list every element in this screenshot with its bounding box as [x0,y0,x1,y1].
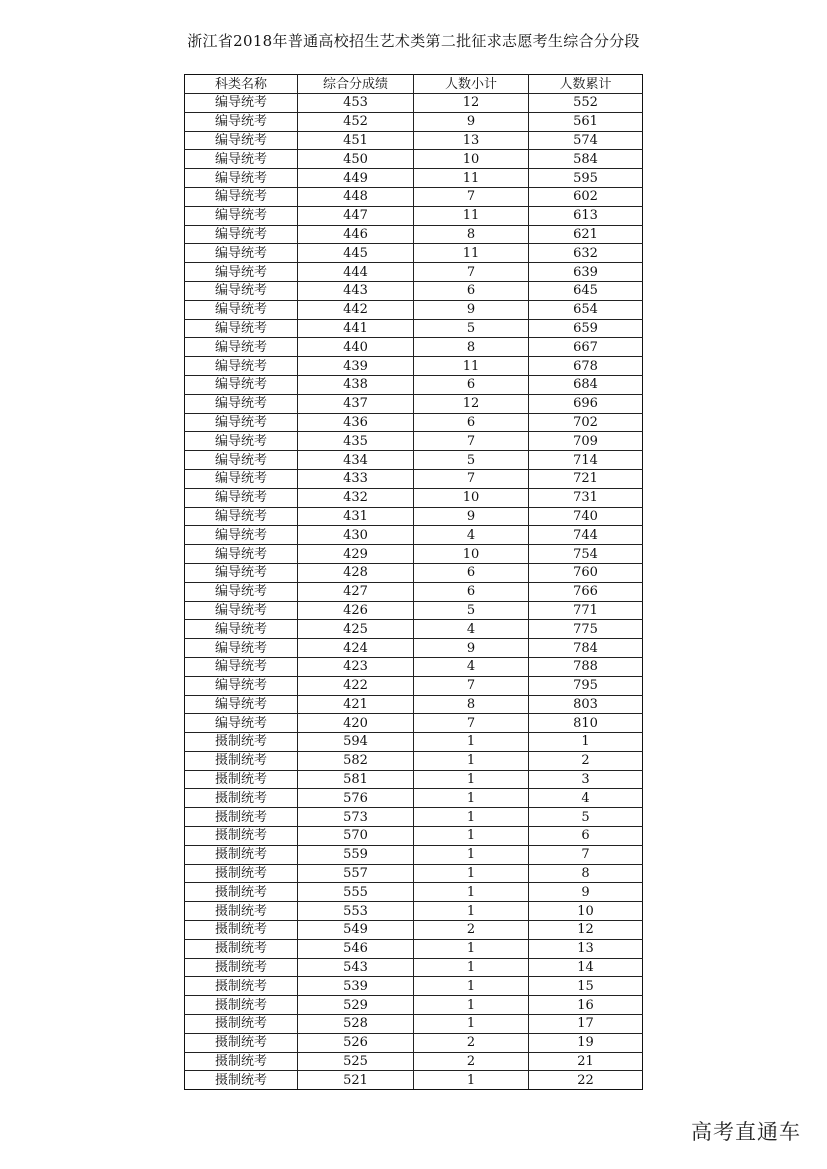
cell-count: 13 [414,131,529,150]
cell-count: 2 [414,921,529,940]
cell-cumulative: 7 [529,845,643,864]
cell-cumulative: 14 [529,958,643,977]
cell-cumulative: 795 [529,676,643,695]
cell-count: 11 [414,357,529,376]
cell-score: 555 [298,883,414,902]
cell-count: 1 [414,1015,529,1034]
cell-score: 594 [298,733,414,752]
cell-cumulative: 621 [529,225,643,244]
cell-count: 7 [414,187,529,206]
cell-cumulative: 766 [529,582,643,601]
cell-score: 429 [298,545,414,564]
table-row [185,601,643,620]
cell-category: 编导统考 [185,639,298,658]
cell-cumulative: 654 [529,300,643,319]
table-row [185,131,643,150]
cell-cumulative: 744 [529,526,643,545]
table-row [185,827,643,846]
cell-cumulative: 702 [529,413,643,432]
cell-count: 10 [414,545,529,564]
cell-category: 编导统考 [185,676,298,695]
header-score: 综合分成绩 [298,75,414,94]
cell-category: 编导统考 [185,413,298,432]
table-row [185,676,643,695]
cell-score: 436 [298,413,414,432]
cell-category: 编导统考 [185,526,298,545]
table-row [185,375,643,394]
cell-score: 423 [298,657,414,676]
cell-score: 432 [298,488,414,507]
cell-count: 1 [414,902,529,921]
cell-cumulative: 684 [529,375,643,394]
cell-cumulative: 645 [529,281,643,300]
table-row [185,902,643,921]
cell-score: 526 [298,1033,414,1052]
cell-category: 摄制统考 [185,864,298,883]
cell-category: 摄制统考 [185,770,298,789]
cell-cumulative: 22 [529,1071,643,1090]
table-row [185,1033,643,1052]
cell-cumulative: 803 [529,695,643,714]
table-row [185,563,643,582]
table-row [185,545,643,564]
cell-score: 451 [298,131,414,150]
cell-score: 443 [298,281,414,300]
cell-score: 528 [298,1015,414,1034]
cell-count: 1 [414,1071,529,1090]
cell-count: 7 [414,676,529,695]
cell-score: 521 [298,1071,414,1090]
cell-score: 543 [298,958,414,977]
table-row [185,281,643,300]
cell-count: 1 [414,845,529,864]
cell-cumulative: 13 [529,939,643,958]
cell-category: 编导统考 [185,563,298,582]
cell-count: 6 [414,582,529,601]
cell-count: 1 [414,864,529,883]
cell-score: 525 [298,1052,414,1071]
cell-cumulative: 1 [529,733,643,752]
cell-cumulative: 721 [529,469,643,488]
cell-category: 编导统考 [185,714,298,733]
cell-score: 433 [298,469,414,488]
cell-score: 453 [298,94,414,113]
header-cumulative: 人数累计 [529,75,643,94]
cell-cumulative: 574 [529,131,643,150]
table-row [185,94,643,113]
table-row [185,469,643,488]
cell-score: 437 [298,394,414,413]
header-count: 人数小计 [414,75,529,94]
cell-count: 6 [414,413,529,432]
cell-category: 编导统考 [185,582,298,601]
cell-category: 摄制统考 [185,733,298,752]
cell-score: 546 [298,939,414,958]
cell-score: 441 [298,319,414,338]
cell-category: 摄制统考 [185,751,298,770]
cell-cumulative: 4 [529,789,643,808]
header-category: 科类名称 [185,75,298,94]
cell-category: 编导统考 [185,169,298,188]
cell-cumulative: 6 [529,827,643,846]
cell-category: 编导统考 [185,206,298,225]
cell-category: 编导统考 [185,657,298,676]
table-row [185,187,643,206]
watermark-text: 高考直通车 [691,1120,801,1144]
cell-category: 编导统考 [185,432,298,451]
cell-category: 编导统考 [185,394,298,413]
cell-cumulative: 9 [529,883,643,902]
cell-category: 摄制统考 [185,1052,298,1071]
table-row [185,1071,643,1090]
cell-cumulative: 8 [529,864,643,883]
cell-score: 448 [298,187,414,206]
cell-score: 427 [298,582,414,601]
table-row [185,958,643,977]
cell-count: 6 [414,563,529,582]
cell-cumulative: 15 [529,977,643,996]
cell-score: 570 [298,827,414,846]
cell-cumulative: 784 [529,639,643,658]
table-row [185,582,643,601]
cell-score: 450 [298,150,414,169]
cell-count: 5 [414,601,529,620]
cell-category: 编导统考 [185,601,298,620]
cell-category: 编导统考 [185,451,298,470]
table-row [185,1052,643,1071]
table-row [185,620,643,639]
cell-count: 11 [414,244,529,263]
cell-category: 摄制统考 [185,808,298,827]
cell-count: 8 [414,695,529,714]
cell-count: 2 [414,1052,529,1071]
cell-count: 1 [414,751,529,770]
table-row [185,507,643,526]
cell-count: 1 [414,958,529,977]
cell-count: 1 [414,996,529,1015]
cell-score: 421 [298,695,414,714]
table-row [185,714,643,733]
cell-cumulative: 3 [529,770,643,789]
table-row [185,338,643,357]
cell-count: 4 [414,526,529,545]
cell-category: 编导统考 [185,488,298,507]
table-row [185,1015,643,1034]
cell-score: 581 [298,770,414,789]
table-row [185,225,643,244]
cell-score: 424 [298,639,414,658]
cell-category: 编导统考 [185,507,298,526]
cell-cumulative: 5 [529,808,643,827]
table-row [185,996,643,1015]
cell-score: 425 [298,620,414,639]
cell-score: 435 [298,432,414,451]
cell-cumulative: 740 [529,507,643,526]
cell-score: 582 [298,751,414,770]
cell-category: 编导统考 [185,375,298,394]
cell-score: 539 [298,977,414,996]
table-row [185,432,643,451]
cell-cumulative: 760 [529,563,643,582]
cell-cumulative: 595 [529,169,643,188]
cell-cumulative: 632 [529,244,643,263]
cell-score: 422 [298,676,414,695]
cell-count: 1 [414,939,529,958]
cell-cumulative: 678 [529,357,643,376]
cell-count: 1 [414,770,529,789]
table-row [185,883,643,902]
cell-cumulative: 17 [529,1015,643,1034]
cell-category: 编导统考 [185,244,298,263]
cell-category: 编导统考 [185,545,298,564]
cell-count: 5 [414,319,529,338]
cell-cumulative: 714 [529,451,643,470]
cell-count: 2 [414,1033,529,1052]
cell-cumulative: 552 [529,94,643,113]
cell-category: 摄制统考 [185,1033,298,1052]
cell-score: 431 [298,507,414,526]
table-row [185,939,643,958]
cell-score: 444 [298,263,414,282]
table-row [185,357,643,376]
table-row [185,864,643,883]
page-title: 浙江省2018年普通高校招生艺术类第二批征求志愿考生综合分分段 [187,32,640,50]
cell-cumulative: 810 [529,714,643,733]
table-header-row [185,75,643,94]
table-row [185,770,643,789]
table-row [185,657,643,676]
cell-score: 438 [298,375,414,394]
table-row [185,733,643,752]
cell-count: 12 [414,394,529,413]
cell-category: 编导统考 [185,94,298,113]
table-row [185,206,643,225]
cell-score: 439 [298,357,414,376]
cell-count: 7 [414,432,529,451]
cell-score: 529 [298,996,414,1015]
cell-count: 6 [414,375,529,394]
cell-count: 9 [414,639,529,658]
cell-score: 576 [298,789,414,808]
cell-category: 编导统考 [185,695,298,714]
cell-category: 摄制统考 [185,827,298,846]
cell-score: 426 [298,601,414,620]
cell-category: 摄制统考 [185,921,298,940]
cell-score: 553 [298,902,414,921]
cell-category: 编导统考 [185,281,298,300]
cell-category: 摄制统考 [185,958,298,977]
cell-cumulative: 21 [529,1052,643,1071]
cell-count: 8 [414,225,529,244]
cell-cumulative: 696 [529,394,643,413]
cell-category: 编导统考 [185,131,298,150]
cell-count: 9 [414,507,529,526]
cell-cumulative: 754 [529,545,643,564]
cell-category: 编导统考 [185,620,298,639]
cell-cumulative: 561 [529,112,643,131]
cell-score: 420 [298,714,414,733]
cell-score: 428 [298,563,414,582]
cell-cumulative: 19 [529,1033,643,1052]
cell-category: 编导统考 [185,150,298,169]
table-row [185,639,643,658]
cell-category: 摄制统考 [185,996,298,1015]
cell-category: 编导统考 [185,338,298,357]
cell-count: 7 [414,714,529,733]
cell-score: 442 [298,300,414,319]
cell-score: 557 [298,864,414,883]
cell-count: 1 [414,883,529,902]
cell-category: 摄制统考 [185,1071,298,1090]
cell-count: 7 [414,469,529,488]
cell-score: 549 [298,921,414,940]
cell-count: 4 [414,620,529,639]
cell-cumulative: 12 [529,921,643,940]
table-row [185,413,643,432]
cell-score: 452 [298,112,414,131]
cell-category: 编导统考 [185,112,298,131]
cell-count: 11 [414,206,529,225]
cell-category: 编导统考 [185,263,298,282]
cell-cumulative: 667 [529,338,643,357]
cell-cumulative: 2 [529,751,643,770]
cell-count: 1 [414,977,529,996]
cell-count: 1 [414,827,529,846]
table-row [185,789,643,808]
table-body [185,94,643,1090]
score-distribution-table [184,74,643,1090]
table-row [185,451,643,470]
cell-score: 440 [298,338,414,357]
cell-category: 摄制统考 [185,977,298,996]
cell-score: 559 [298,845,414,864]
cell-category: 编导统考 [185,469,298,488]
cell-cumulative: 602 [529,187,643,206]
cell-count: 1 [414,789,529,808]
table-row [185,263,643,282]
table-row [185,808,643,827]
cell-count: 7 [414,263,529,282]
cell-category: 编导统考 [185,187,298,206]
cell-category: 摄制统考 [185,902,298,921]
cell-category: 编导统考 [185,300,298,319]
cell-score: 434 [298,451,414,470]
table-row [185,169,643,188]
cell-category: 编导统考 [185,357,298,376]
cell-cumulative: 709 [529,432,643,451]
cell-count: 5 [414,451,529,470]
cell-category: 摄制统考 [185,883,298,902]
cell-count: 9 [414,300,529,319]
table-row [185,394,643,413]
cell-score: 446 [298,225,414,244]
cell-count: 1 [414,808,529,827]
table-row [185,845,643,864]
cell-cumulative: 731 [529,488,643,507]
table-row [185,751,643,770]
table-row [185,526,643,545]
cell-count: 6 [414,281,529,300]
cell-score: 573 [298,808,414,827]
cell-cumulative: 613 [529,206,643,225]
table-row [185,319,643,338]
cell-cumulative: 584 [529,150,643,169]
cell-cumulative: 639 [529,263,643,282]
cell-category: 摄制统考 [185,939,298,958]
cell-cumulative: 775 [529,620,643,639]
cell-category: 编导统考 [185,225,298,244]
cell-cumulative: 771 [529,601,643,620]
cell-cumulative: 788 [529,657,643,676]
cell-count: 12 [414,94,529,113]
cell-count: 10 [414,150,529,169]
cell-score: 445 [298,244,414,263]
cell-category: 摄制统考 [185,1015,298,1034]
cell-score: 430 [298,526,414,545]
table-row [185,300,643,319]
cell-cumulative: 16 [529,996,643,1015]
cell-count: 9 [414,112,529,131]
cell-cumulative: 10 [529,902,643,921]
cell-score: 449 [298,169,414,188]
table-row [185,921,643,940]
cell-count: 10 [414,488,529,507]
cell-count: 4 [414,657,529,676]
cell-score: 447 [298,206,414,225]
table-row [185,150,643,169]
cell-category: 摄制统考 [185,845,298,864]
cell-cumulative: 659 [529,319,643,338]
cell-count: 1 [414,733,529,752]
table-row [185,112,643,131]
cell-category: 摄制统考 [185,789,298,808]
cell-category: 编导统考 [185,319,298,338]
table-row [185,977,643,996]
table-row [185,244,643,263]
cell-count: 11 [414,169,529,188]
table-row [185,695,643,714]
table-row [185,488,643,507]
cell-count: 8 [414,338,529,357]
